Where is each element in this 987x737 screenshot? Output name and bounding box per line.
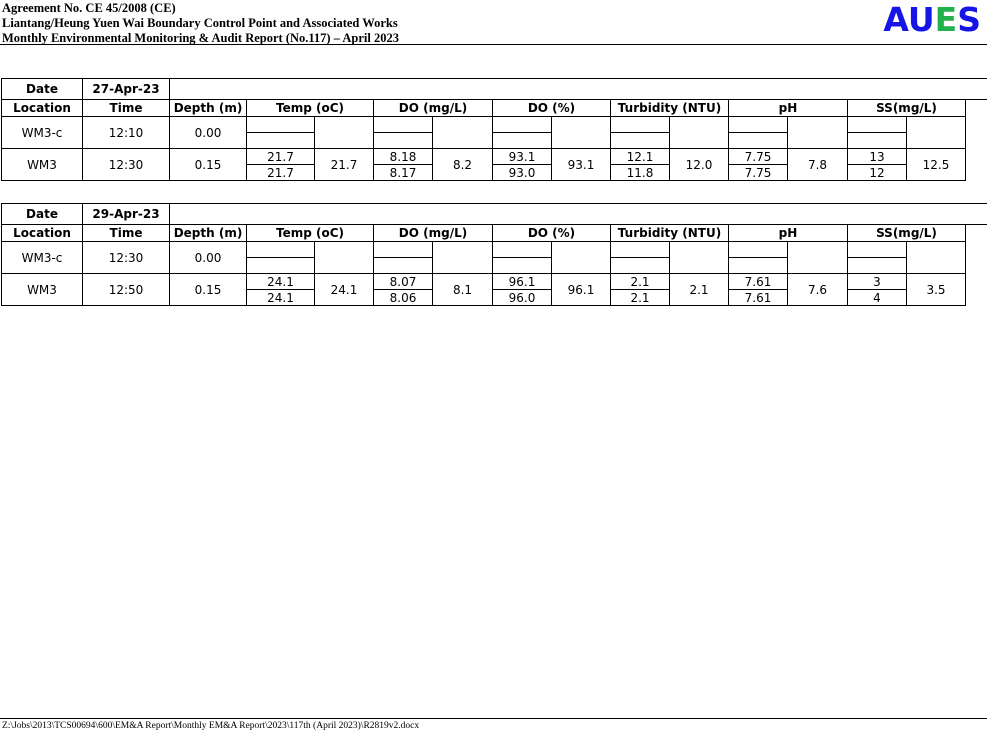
time-cell: 12:30 bbox=[83, 149, 170, 181]
date-label: Date bbox=[2, 204, 83, 225]
aues-logo bbox=[883, 1, 981, 39]
ph-reading-2 bbox=[729, 133, 788, 149]
column-header-turbidity: Turbidity (NTU) bbox=[611, 225, 729, 242]
temp-reading-1 bbox=[247, 117, 315, 133]
header-divider bbox=[0, 44, 987, 45]
ss-average: 12.5 bbox=[907, 149, 966, 181]
ph-reading-1 bbox=[729, 117, 788, 133]
ph-reading-1 bbox=[729, 242, 788, 258]
date-row-blank bbox=[170, 204, 987, 225]
do_mgl-average: 8.1 bbox=[433, 274, 493, 306]
turbidity-average: 2.1 bbox=[670, 274, 729, 306]
logo-letter: U bbox=[907, 0, 935, 39]
time-cell: 12:10 bbox=[83, 117, 170, 149]
do_pct-average bbox=[552, 117, 611, 149]
agreement-line: Agreement No. CE 45/2008 (CE) bbox=[2, 1, 176, 15]
date-value: 27-Apr-23 bbox=[83, 79, 170, 100]
column-header-location: Location bbox=[2, 100, 83, 117]
ss-reading-2 bbox=[848, 133, 907, 149]
do_mgl-reading-1 bbox=[374, 117, 433, 133]
temp-average: 24.1 bbox=[315, 274, 374, 306]
depth-cell: 0.00 bbox=[170, 242, 247, 274]
ph-average bbox=[788, 117, 848, 149]
turbidity-reading-2: 2.1 bbox=[611, 290, 670, 306]
table-row bbox=[2, 242, 987, 258]
ss-reading-1: 3 bbox=[848, 274, 907, 290]
turbidity-average bbox=[670, 117, 729, 149]
time-cell: 12:50 bbox=[83, 274, 170, 306]
do_mgl-reading-1 bbox=[374, 242, 433, 258]
column-header-time: Time bbox=[83, 100, 170, 117]
column-header-ph: pH bbox=[729, 100, 848, 117]
column-header-depth: Depth (m) bbox=[170, 225, 247, 242]
temp-average: 21.7 bbox=[315, 149, 374, 181]
temp-reading-1: 24.1 bbox=[247, 274, 315, 290]
column-header-depth: Depth (m) bbox=[170, 100, 247, 117]
temp-average bbox=[315, 242, 374, 274]
column-header-temp: Temp (oC) bbox=[247, 225, 374, 242]
turbidity-reading-1 bbox=[611, 117, 670, 133]
location-cell: WM3 bbox=[2, 274, 83, 306]
do_pct-reading-2: 96.0 bbox=[493, 290, 552, 306]
do_mgl-reading-1: 8.07 bbox=[374, 274, 433, 290]
do_pct-reading-1 bbox=[493, 117, 552, 133]
do_pct-reading-2 bbox=[493, 258, 552, 274]
ph-reading-2 bbox=[729, 258, 788, 274]
ss-reading-1: 13 bbox=[848, 149, 907, 165]
turbidity-reading-1: 12.1 bbox=[611, 149, 670, 165]
column-header-do_pct: DO (%) bbox=[493, 225, 611, 242]
turbidity-reading-2: 11.8 bbox=[611, 165, 670, 181]
do_pct-reading-1: 93.1 bbox=[493, 149, 552, 165]
project-line: Liantang/Heung Yuen Wai Boundary Control Point and Associated Works bbox=[2, 16, 398, 30]
temp-reading-2: 24.1 bbox=[247, 290, 315, 306]
time-cell: 12:30 bbox=[83, 242, 170, 274]
logo-letter: A bbox=[883, 0, 908, 39]
logo-letter: S bbox=[957, 0, 981, 39]
ss-reading-1 bbox=[848, 242, 907, 258]
location-cell: WM3 bbox=[2, 149, 83, 181]
ph-reading-2: 7.61 bbox=[729, 290, 788, 306]
ss-average bbox=[907, 242, 966, 274]
column-header-temp: Temp (oC) bbox=[247, 100, 374, 117]
temp-average bbox=[315, 117, 374, 149]
report-header bbox=[2, 1, 702, 46]
ss-reading-1 bbox=[848, 117, 907, 133]
column-header-ph: pH bbox=[729, 225, 848, 242]
do_pct-reading-1 bbox=[493, 242, 552, 258]
water-quality-table bbox=[1, 78, 987, 181]
footer-divider bbox=[0, 718, 987, 719]
do_pct-reading-2: 93.0 bbox=[493, 165, 552, 181]
turbidity-reading-2 bbox=[611, 258, 670, 274]
column-header-do_mgl: DO (mg/L) bbox=[374, 225, 493, 242]
date-value: 29-Apr-23 bbox=[83, 204, 170, 225]
do_pct-average: 93.1 bbox=[552, 149, 611, 181]
ss-reading-2: 12 bbox=[848, 165, 907, 181]
ss-average: 3.5 bbox=[907, 274, 966, 306]
depth-cell: 0.15 bbox=[170, 149, 247, 181]
location-cell: WM3-c bbox=[2, 242, 83, 274]
temp-reading-2 bbox=[247, 258, 315, 274]
ph-reading-1: 7.75 bbox=[729, 149, 788, 165]
ph-reading-1: 7.61 bbox=[729, 274, 788, 290]
do_mgl-average: 8.2 bbox=[433, 149, 493, 181]
do_mgl-reading-2: 8.17 bbox=[374, 165, 433, 181]
date-row-blank bbox=[170, 79, 987, 100]
temp-reading-2: 21.7 bbox=[247, 165, 315, 181]
column-header-do_mgl: DO (mg/L) bbox=[374, 100, 493, 117]
location-cell: WM3-c bbox=[2, 117, 83, 149]
do_mgl-reading-2 bbox=[374, 133, 433, 149]
depth-cell: 0.00 bbox=[170, 117, 247, 149]
do_pct-average: 96.1 bbox=[552, 274, 611, 306]
temp-reading-1 bbox=[247, 242, 315, 258]
temp-reading-2 bbox=[247, 133, 315, 149]
turbidity-reading-1 bbox=[611, 242, 670, 258]
column-header-location: Location bbox=[2, 225, 83, 242]
do_pct-average bbox=[552, 242, 611, 274]
do_pct-reading-1: 96.1 bbox=[493, 274, 552, 290]
ph-average bbox=[788, 242, 848, 274]
ph-average: 7.6 bbox=[788, 274, 848, 306]
turbidity-average: 12.0 bbox=[670, 149, 729, 181]
turbidity-reading-2 bbox=[611, 133, 670, 149]
table-row bbox=[2, 117, 987, 133]
date-label: Date bbox=[2, 79, 83, 100]
column-header-turbidity: Turbidity (NTU) bbox=[611, 100, 729, 117]
ss-reading-2 bbox=[848, 258, 907, 274]
column-header-ss: SS(mg/L) bbox=[848, 225, 966, 242]
file-path: Z:\Jobs\2013\TCS00694\600\EM&A Report\Monthly EM&A Report\2023\117th (April 2023)\R2819v2.docx bbox=[2, 721, 420, 731]
column-header-do_pct: DO (%) bbox=[493, 100, 611, 117]
ph-average: 7.8 bbox=[788, 149, 848, 181]
table-row bbox=[2, 274, 987, 290]
report-title: Monthly Environmental Monitoring & Audit Report (No.117) – April 2023 bbox=[2, 31, 400, 45]
ph-reading-2: 7.75 bbox=[729, 165, 788, 181]
table-row bbox=[2, 149, 987, 165]
do_mgl-reading-1: 8.18 bbox=[374, 149, 433, 165]
ss-reading-2: 4 bbox=[848, 290, 907, 306]
turbidity-reading-1: 2.1 bbox=[611, 274, 670, 290]
temp-reading-1: 21.7 bbox=[247, 149, 315, 165]
do_pct-reading-2 bbox=[493, 133, 552, 149]
water-quality-table bbox=[1, 203, 987, 306]
turbidity-average bbox=[670, 242, 729, 274]
ss-average bbox=[907, 117, 966, 149]
depth-cell: 0.15 bbox=[170, 274, 247, 306]
do_mgl-average bbox=[433, 117, 493, 149]
logo-letter: E bbox=[934, 0, 958, 39]
do_mgl-reading-2 bbox=[374, 258, 433, 274]
do_mgl-average bbox=[433, 242, 493, 274]
column-header-time: Time bbox=[83, 225, 170, 242]
do_mgl-reading-2: 8.06 bbox=[374, 290, 433, 306]
column-header-ss: SS(mg/L) bbox=[848, 100, 966, 117]
